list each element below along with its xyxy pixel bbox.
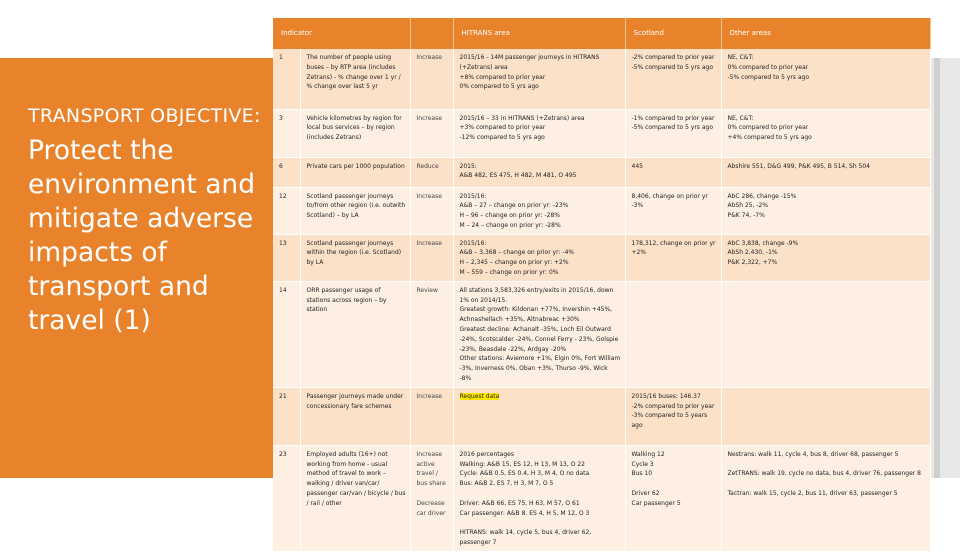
table-row [273,109,930,157]
table-header-row [273,18,930,49]
row-number: 12 [273,187,300,234]
scotland-cell: 2015/16 buses: 146.37 -2% compared to prior year -3% compared to 5 years ago [625,387,721,445]
other-areas-cell [721,281,930,387]
trend-cell: Review [410,281,453,387]
trend-cell: Reduce [410,157,453,187]
hitrans-cell: 2015/16: A&B – 3,368 – change on prior yr: -4% H – 2,345 – change on prior yr: +2% M – 559 – change on prior yr: 0% [453,234,625,281]
indicator-cell: Scotland passenger journeys within the region (i.e. Scotland) by LA [300,234,410,281]
hitrans-cell [453,387,625,445]
table-row [273,387,930,445]
indicator-cell: The number of people using buses – by RTP area (includes Zetrans) - % change over 1 yr / % change over last 5 yr [300,49,410,109]
trend-cell: Increase [410,234,453,281]
scotland-cell [625,281,721,387]
trend-cell: Increase [410,109,453,157]
trend-cell: Increase [410,49,453,109]
row-number: 6 [273,157,300,187]
hitrans-cell: 2015: A&B 482, ES 475, H 482, M 481, O 495 [453,157,625,187]
header-other-areas: Other areas [721,18,930,49]
row-number: 21 [273,387,300,445]
table-row [273,281,930,387]
scotland-cell: -2% compared to prior year -5% compared to 5 yrs ago [625,49,721,109]
trend-cell: Increase [410,187,453,234]
indicator-cell: Employed adults (16+) not working from home - usual method of travel to work – walking / driver van/car/ passenger car/van / bicycle / bus / rail / other [300,445,410,551]
table-row [273,234,930,281]
table-row [273,157,930,187]
objective-block [28,104,268,338]
right-edge-divider [934,58,940,478]
other-areas-cell: AbC 3,838, change -9% AbSh 2,430, -1% P&K 2,322, +7% [721,234,930,281]
header-hitrans: HITRANS area [453,18,625,49]
table-row [273,187,930,234]
row-number: 14 [273,281,300,387]
table-row [273,49,930,109]
other-areas-cell: AbC 286, change -15% AbSh 25, -2% P&K 74, -7% [721,187,930,234]
trend-cell: Increase active travel / bus share Decrease car driver [410,445,453,551]
indicator-cell: Private cars per 1000 population [300,157,410,187]
scotland-cell: 445 [625,157,721,187]
table-row [273,445,930,551]
other-areas-cell: NE, C&T: 0% compared to prior year +4% compared to 5 yrs ago [721,109,930,157]
indicator-cell: Scotland passenger journeys to/from other region (i.e. outwith Scotland) – by LA [300,187,410,234]
objective-headline: Protect the environment and mitigate adverse impacts of transport and travel (1) [28,135,256,336]
row-number: 3 [273,109,300,157]
header-trend [410,18,453,49]
row-number: 13 [273,234,300,281]
other-areas-cell: NE, C&T: 0% compared to prior year -5% compared to 5 yrs ago [721,49,930,109]
other-areas-cell: Abshire 551, D&G 499, P&K 495, B 514, Sh 504 [721,157,930,187]
indicator-cell: Passenger journeys made under concessionary fare schemes [300,387,410,445]
scotland-cell: 178,312, change on prior yr +2% [625,234,721,281]
row-number: 1 [273,49,300,109]
other-areas-cell: Nestrans: walk 11, cycle 4, bus 8, driver 68, passenger 5 ZetTRANS: walk 19, cycle no data, bus 4, driver 76, passenger 8 Tactran: walk 15, cycle 2, bus 11, driver 63, passenger 5 [721,445,930,551]
hitrans-cell: 2015/16 – 33 in HITRANS (+Zetrans) area +3% compared to prior year -12% compared to 5 yrs ago [453,109,625,157]
scotland-cell: 8,406, change on prior yr -3% [625,187,721,234]
scotland-cell: Walking 12 Cycle 3 Bus 10 Driver 62 Car passenger 5 [625,445,721,551]
hitrans-cell: All stations 3,583,326 entry/exits in 2015/16, down 1% on 2014/15. Greatest growth: Kildonan +77%, Invershin +45%, Achnashellach +35%, Altnabreac +30% Greatest decline: Achanalt -35%, Loch Eil Outward -24%, Scotscalder -24%, Connel Ferry - 23%, Golspie -23%, Beasdale -22%, Ardgay -20% Other stations: Aviemore +1%, Elgin 0%, Fort William -3%, Inverness 0%, Oban +3%, Thurso -9%, Wick -8% [453,281,625,387]
indicator-cell: ORR passenger usage of stations across region – by station [300,281,410,387]
row-number: 23 [273,445,300,551]
hitrans-cell: 2016 percentages Walking: A&B 15, ES 12, H 13, M 13, O 22 Cycle: A&B 0.5, ES 0.4, H 3, M 4, O no data Bus: A&B 2, ES 7, H 3, M 7, O 5 Driver: A&B 66, ES 75, H 63, M 57, O 61 Car passenger: A&B 8. ES 4, H 5, M 12, O 3 HITRANS: walk 14, cycle 5, bus 4, driver 62, passenger 7 [453,445,625,551]
hitrans-cell: 2015/16 - 14M passenger journeys in HITRANS (+Zetrans) area +8% compared to prior year 0% compared to 5 yrs ago [453,49,625,109]
trend-cell: Increase [410,387,453,445]
header-scotland: Scotland [625,18,721,49]
indicator-table [273,18,931,552]
other-areas-cell [721,387,930,445]
objective-kicker: TRANSPORT OBJECTIVE: [28,105,261,127]
scotland-cell: -1% compared to prior year -5% compared to 5 yrs ago [625,109,721,157]
indicator-cell: Vehicle kilometres by region for local bus services – by region (includes Zetrans) [300,109,410,157]
hitrans-cell: 2015/16: A&B – 27 – change on prior yr: -23% H – 96 – change on prior yr: -28% M – 24 – change on prior yr: -28% [453,187,625,234]
request-data-highlight: Request data [459,392,500,400]
header-indicator: Indicator [273,18,410,49]
